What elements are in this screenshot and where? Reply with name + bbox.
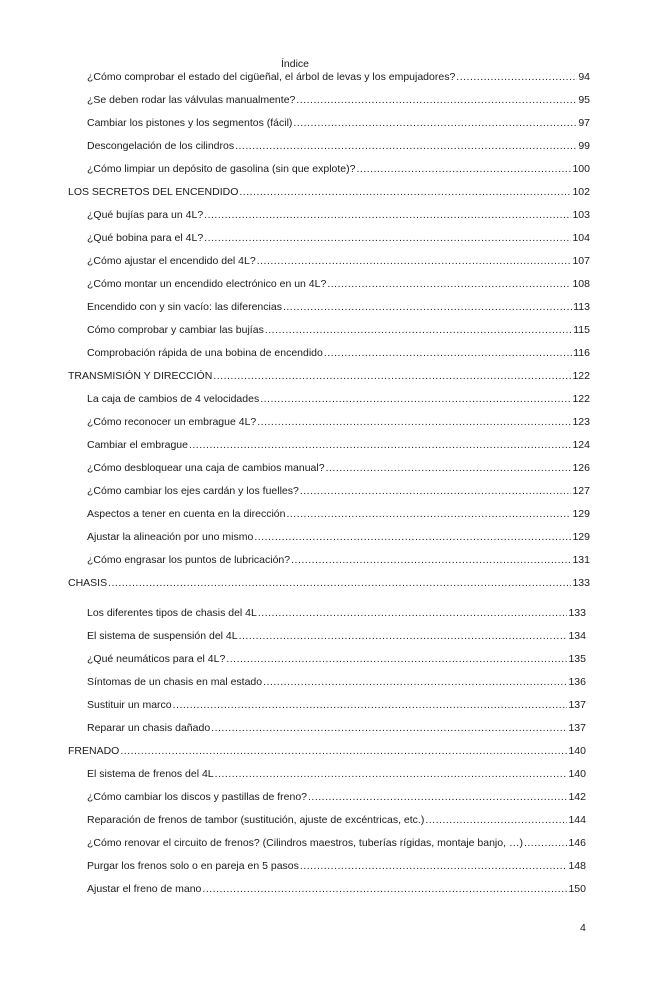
toc-entry-title: ¿Se deben rodar las válvulas manualmente?: [87, 94, 296, 106]
dot-leader: [283, 300, 572, 314]
toc-entry-title: ¿Cómo comprobar el estado del cigüeñal, el árbol de levas y los empujadores?: [87, 71, 456, 83]
dot-leader: [300, 484, 572, 498]
dot-leader: [120, 744, 567, 758]
toc-entry-title: Ajustar la alineación por uno mismo: [87, 531, 254, 543]
toc-entry-page: 133: [568, 607, 586, 619]
toc-entry-page: 102: [572, 186, 590, 198]
toc-entry-page: 135: [568, 653, 586, 665]
toc-entry-page: 127: [572, 485, 590, 497]
toc-entry-title: ¿Cómo engrasar los puntos de lubricación?: [87, 554, 291, 566]
dot-leader: [254, 530, 571, 544]
toc-entry-title: Síntomas de un chasis en mal estado: [87, 676, 263, 688]
dot-leader: [308, 790, 567, 804]
toc-entry-title: Encendido con y sin vacío: las diferencias: [87, 301, 282, 313]
toc-entry[interactable]: [87, 346, 590, 360]
dot-leader: [215, 767, 568, 781]
toc-entry[interactable]: [87, 629, 586, 643]
toc-entry-page: 133: [572, 577, 590, 589]
toc-entry-title: Comprobación rápida de una bobina de encendido: [87, 347, 323, 359]
dot-leader: [189, 438, 572, 452]
toc-entry[interactable]: [87, 162, 590, 176]
toc-entry-page: 122: [572, 370, 590, 382]
toc-entry-page: 95: [578, 94, 590, 106]
toc-entry-page: 148: [568, 860, 586, 872]
dot-leader: [524, 836, 568, 850]
toc-section-entry[interactable]: [68, 185, 590, 199]
toc-entry-page: 146: [568, 837, 586, 849]
toc-entry-title: Descongelación de los cilindros: [87, 140, 235, 152]
toc-entry[interactable]: [87, 882, 586, 896]
dot-leader: [235, 139, 577, 153]
toc-entry-title: LOS SECRETOS DEL ENCENDIDO: [68, 186, 239, 198]
toc-entry[interactable]: [87, 277, 590, 291]
toc-entry-page: 140: [568, 745, 586, 757]
dot-leader: [108, 576, 571, 590]
dot-leader: [211, 721, 567, 735]
dot-leader: [258, 606, 568, 620]
toc-entry-page: 94: [578, 71, 590, 83]
toc-entry-title: ¿Cómo reconocer un embrague 4L?: [87, 416, 257, 428]
dot-leader: [324, 346, 572, 360]
toc-entry[interactable]: [87, 813, 586, 827]
dot-leader: [326, 461, 572, 475]
toc-entry-page: 100: [572, 163, 590, 175]
toc-entry-title: Cambiar el embrague: [87, 439, 188, 451]
toc-entry[interactable]: [87, 606, 586, 620]
toc-entry-page: 144: [568, 814, 586, 826]
toc-entry-page: 104: [572, 232, 590, 244]
dot-leader: [286, 507, 571, 521]
toc-entry-page: 124: [572, 439, 590, 451]
toc-entry[interactable]: [87, 208, 590, 222]
toc-entry[interactable]: [87, 836, 586, 850]
toc-entry-page: 108: [572, 278, 590, 290]
toc-entry[interactable]: [87, 93, 590, 107]
dot-leader: [425, 813, 567, 827]
toc-entry-title: Ajustar el freno de mano: [87, 883, 202, 895]
toc-entry-title: Reparar un chasis dañado: [87, 722, 211, 734]
toc-entry-title: ¿Qué neumáticos para el 4L?: [87, 653, 226, 665]
toc-entry[interactable]: [87, 139, 590, 153]
toc-entry-title: El sistema de frenos del 4L: [87, 768, 214, 780]
toc-entry[interactable]: [87, 300, 590, 314]
dot-leader: [257, 415, 571, 429]
dot-leader: [291, 553, 571, 567]
toc-entry[interactable]: [87, 438, 590, 452]
toc-entry[interactable]: [87, 790, 586, 804]
toc-entry-title: TRANSMISIÓN Y DIRECCIÓN: [68, 370, 213, 382]
toc-entry[interactable]: [87, 859, 586, 873]
toc-entry-page: 123: [572, 416, 590, 428]
toc-entry-title: Cómo comprobar y cambiar las bujías: [87, 324, 264, 336]
dot-leader: [239, 185, 571, 199]
toc-entry-page: 99: [578, 140, 590, 152]
toc-entry-page: 97: [578, 117, 590, 129]
dot-leader: [257, 254, 572, 268]
dot-leader: [204, 231, 571, 245]
dot-leader: [296, 93, 577, 107]
toc-entry-page: 129: [572, 531, 590, 543]
toc-entry-page: 142: [568, 791, 586, 803]
toc-section-entry[interactable]: [68, 744, 586, 758]
toc-entry-title: ¿Qué bujías para un 4L?: [87, 209, 204, 221]
toc-entry[interactable]: [87, 721, 586, 735]
dot-leader: [356, 162, 571, 176]
toc-entry-page: 126: [572, 462, 590, 474]
toc-entry-title: ¿Cómo cambiar los discos y pastillas de freno?: [87, 791, 308, 803]
toc-entry-title: Sustituir un marco: [87, 699, 172, 711]
toc-entry[interactable]: [87, 254, 590, 268]
toc-entry-title: ¿Cómo desbloquear una caja de cambios manual?: [87, 462, 325, 474]
toc-entry[interactable]: [87, 698, 586, 712]
toc-entry-page: 129: [572, 508, 590, 520]
toc-entry-page: 134: [568, 630, 586, 642]
toc-entry-page: 103: [572, 209, 590, 221]
toc-entry[interactable]: [87, 231, 590, 245]
toc-entry[interactable]: [87, 675, 586, 689]
toc-entry-title: Aspectos a tener en cuenta en la dirección: [87, 508, 286, 520]
toc-entry-page: 136: [568, 676, 586, 688]
toc-entry[interactable]: [87, 553, 590, 567]
toc-entry-page: 122: [572, 393, 590, 405]
toc-section-entry[interactable]: [68, 369, 590, 383]
page-title: Índice: [280, 58, 310, 70]
toc-entry-page: 107: [572, 255, 590, 267]
toc-entry-page: 113: [573, 301, 590, 313]
toc-entry-title: Purgar los frenos solo o en pareja en 5 pasos: [87, 860, 299, 872]
toc-entry[interactable]: [87, 507, 590, 521]
toc-entry-page: 150: [568, 883, 586, 895]
dot-leader: [226, 652, 567, 666]
toc-entry-title: La caja de cambios de 4 velocidades: [87, 393, 260, 405]
dot-leader: [202, 882, 567, 896]
toc-entry[interactable]: [87, 70, 590, 84]
toc-entry[interactable]: [87, 484, 590, 498]
dot-leader: [239, 629, 568, 643]
toc-entry-page: 115: [573, 324, 590, 336]
toc-entry[interactable]: [87, 461, 590, 475]
toc-entry-title: ¿Cómo renovar el circuito de frenos? (Cilindros maestros, tuberías rígidas, montaje banjo, …): [87, 837, 523, 849]
toc-entry[interactable]: [87, 323, 590, 337]
toc-entry-page: 137: [568, 699, 586, 711]
dot-leader: [263, 675, 567, 689]
dot-leader: [327, 277, 571, 291]
page-number: 4: [580, 922, 586, 934]
toc-entry-title: ¿Cómo limpiar un depósito de gasolina (sin que explote)?: [87, 163, 356, 175]
toc-entry[interactable]: [87, 415, 590, 429]
toc-entry-title: CHASIS: [68, 577, 108, 589]
toc-entry-page: 131: [572, 554, 590, 566]
dot-leader: [213, 369, 571, 383]
toc-entry-page: 116: [573, 347, 590, 359]
toc-entry-page: 137: [568, 722, 586, 734]
dot-leader: [293, 116, 577, 130]
toc-entry-title: Reparación de frenos de tambor (sustitución, ajuste de excéntricas, etc.): [87, 814, 425, 826]
toc-entry-title: Los diferentes tipos de chasis del 4L: [87, 607, 257, 619]
toc-entry[interactable]: [87, 652, 586, 666]
toc-entry[interactable]: [87, 767, 586, 781]
toc-entry-page: 140: [568, 768, 586, 780]
dot-leader: [300, 859, 568, 873]
toc-entry-title: FRENADO: [68, 745, 120, 757]
toc-entry-title: ¿Cómo cambiar los ejes cardán y los fuelles?: [87, 485, 299, 497]
dot-leader: [260, 392, 571, 406]
toc-entry-title: ¿Cómo ajustar el encendido del 4L?: [87, 255, 256, 267]
dot-leader: [456, 70, 577, 84]
toc-section-entry[interactable]: [68, 576, 590, 590]
toc-entry[interactable]: [87, 392, 590, 406]
dot-leader: [173, 698, 568, 712]
toc-entry[interactable]: [87, 530, 590, 544]
toc-entry-title: ¿Qué bobina para el 4L?: [87, 232, 204, 244]
toc-entry-title: El sistema de suspensión del 4L: [87, 630, 238, 642]
toc-entry-title: Cambiar los pistones y los segmentos (fácil): [87, 117, 293, 129]
toc-entry-title: ¿Cómo montar un encendido electrónico en un 4L?: [87, 278, 327, 290]
toc-entry[interactable]: [87, 116, 590, 130]
dot-leader: [204, 208, 571, 222]
dot-leader: [265, 323, 572, 337]
